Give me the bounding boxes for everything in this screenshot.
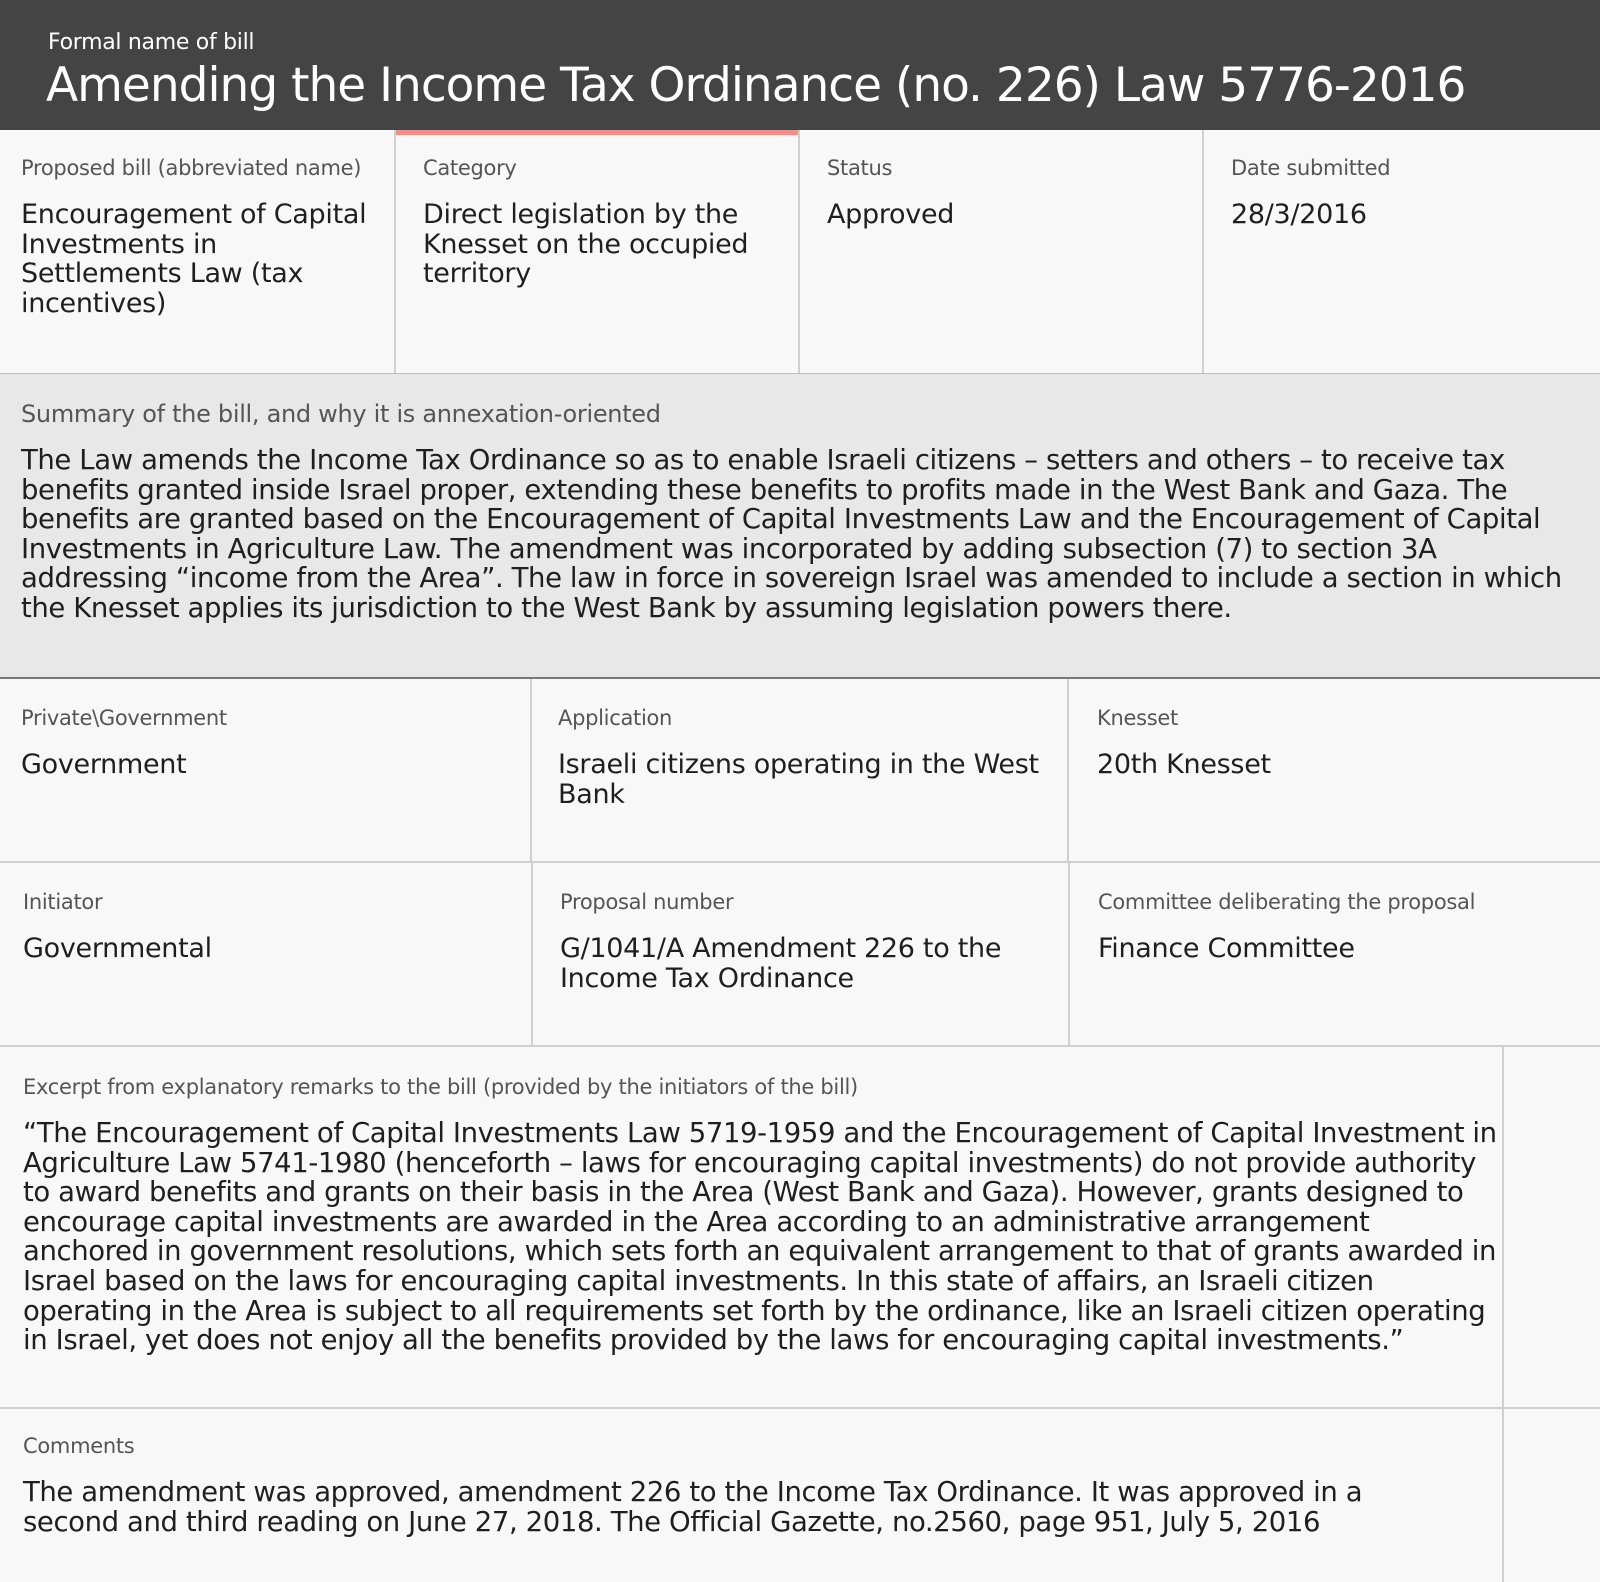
divider bbox=[798, 130, 800, 374]
formal-name-label: Formal name of bill bbox=[48, 30, 255, 55]
excerpt-label: Excerpt from explanatory remarks to the bill (provided by the initiators of the bill) bbox=[23, 1075, 858, 1099]
committee-label: Committee deliberating the proposal bbox=[1098, 890, 1476, 914]
date-submitted-value: 28/3/2016 bbox=[1231, 199, 1367, 230]
summary-label: Summary of the bill, and why it is annexation-oriented bbox=[21, 400, 661, 428]
initiator-cell bbox=[0, 863, 530, 1045]
application-label: Application bbox=[558, 706, 673, 730]
abbrev-name-value: Encouragement of Capital Investments in Settlements Law (tax incentives) bbox=[21, 199, 367, 319]
summary-text: The Law amends the Income Tax Ordinance so as to enable Israeli citizens – setters and others – to receive tax benefits granted inside Israel proper, extending these benefits to profits made in the West Bank and Gaza. The benefits are granted based on the Encouragement of Capital Investments Law and the Encouragement of Capital Investments in Agriculture Law. The amendment was incorporated by adding subsection (7) to section 3A addressing “income from the Area”. The law in force in sovereign Israel was amended to include a section in which the Knesset applies its jurisdiction to the West Bank by assuming legislation powers there. bbox=[21, 444, 1562, 624]
comments-text: The amendment was approved, amendment 226 to the Income Tax Ordinance. It was approved in a second and third reading on June 27, 2018. The Official Gazette, no.2560, page 951, July 5, 2016 bbox=[23, 1476, 1363, 1538]
initiator-value: Governmental bbox=[23, 933, 212, 964]
private-government-cell bbox=[0, 679, 530, 861]
bill-formal-title: Amending the Income Tax Ordinance (no. 226) Law 5776-2016 bbox=[46, 58, 1466, 113]
committee-cell bbox=[1070, 863, 1600, 1045]
category-label: Category bbox=[423, 156, 517, 180]
committee-value: Finance Committee bbox=[1098, 933, 1355, 964]
proposal-number-value: G/1041/A Amendment 226 to the Income Tax Ordinance bbox=[560, 933, 1002, 994]
proposal-number-cell bbox=[533, 863, 1067, 1045]
excerpt-text: “The Encouragement of Capital Investments Law 5719-1959 and the Encouragement of Capital Investment in Agriculture Law 5741-1980 (henceforth – laws for encouraging capital investments) do not provide authority to award benefits and grants on their basis in the Area (West Bank and Gaza). However, grants designed to encourage capital investments are awarded in the Area according to an administrative arrangement anchored in government resolutions, which sets forth an equivalent arrangement to that of grants awarded in Israel based on the laws for encouraging capital investments. In this state of affairs, an Israeli citizen operating in the Area is subject to all requirements set forth by the ordinance, like an Israeli citizen operating in Israel, yet does not enjoy all the benefits provided by the laws for encouraging capital investments.” bbox=[23, 1117, 1497, 1357]
divider bbox=[1502, 1047, 1504, 1582]
proposal-number-label: Proposal number bbox=[560, 890, 734, 914]
application-value: Israeli citizens operating in the West Bank bbox=[558, 749, 1039, 810]
status-cell bbox=[800, 130, 1202, 373]
knesset-cell bbox=[1069, 679, 1600, 861]
comments-section bbox=[0, 1409, 1502, 1582]
private-government-value: Government bbox=[21, 749, 187, 780]
initiator-label: Initiator bbox=[23, 890, 103, 914]
divider bbox=[394, 130, 396, 374]
private-government-label: Private\Government bbox=[21, 706, 227, 730]
divider bbox=[530, 679, 532, 862]
comments-label: Comments bbox=[23, 1434, 135, 1458]
date-submitted-label: Date submitted bbox=[1231, 156, 1391, 180]
status-label: Status bbox=[827, 156, 893, 180]
excerpt-section bbox=[0, 1047, 1502, 1407]
abbrev-name-label: Proposed bill (abbreviated name) bbox=[21, 156, 362, 180]
divider bbox=[1067, 679, 1069, 862]
divider bbox=[1068, 863, 1070, 1046]
summary-section bbox=[0, 374, 1600, 678]
knesset-value: 20th Knesset bbox=[1097, 749, 1271, 780]
divider bbox=[531, 863, 533, 1046]
status-value: Approved bbox=[827, 199, 955, 230]
application-cell bbox=[532, 679, 1066, 861]
knesset-label: Knesset bbox=[1097, 706, 1178, 730]
category-value: Direct legislation by the Knesset on the occupied territory bbox=[423, 199, 749, 289]
category-cell bbox=[396, 135, 798, 373]
abbrev-name-cell bbox=[0, 130, 395, 373]
divider bbox=[1202, 130, 1204, 374]
date-submitted-cell bbox=[1204, 130, 1600, 373]
bill-header bbox=[0, 0, 1600, 130]
